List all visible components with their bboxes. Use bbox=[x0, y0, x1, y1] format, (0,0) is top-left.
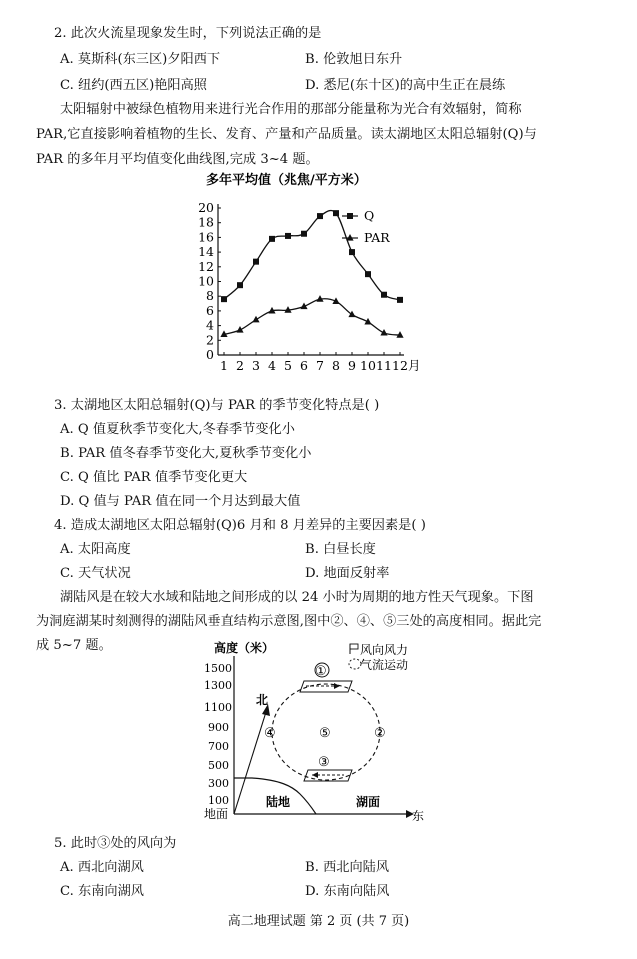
q4-option-d: D. 地面反射率 bbox=[305, 566, 390, 581]
q5-option-a: A. 西北向湖风 bbox=[60, 860, 144, 875]
north-label: 北 bbox=[256, 693, 269, 707]
tick-900: 900 bbox=[208, 721, 229, 734]
q3-option-a: A. Q 值夏秋季节变化大,冬春季节变化小 bbox=[60, 422, 295, 437]
y-tick-label: 20 bbox=[198, 200, 214, 215]
legend-label-q: Q bbox=[364, 208, 375, 223]
y-tick-label: 8 bbox=[206, 288, 214, 304]
y-tick-label: 14 bbox=[198, 244, 214, 260]
diagram-ylabel: 高度（米） bbox=[214, 641, 275, 655]
q3-option-d: D. Q 值与 PAR 值在同一个月达到最大值 bbox=[60, 494, 301, 509]
legend-flow-label: 气流运动 bbox=[360, 658, 409, 672]
north-arrow bbox=[234, 712, 266, 814]
point-q bbox=[317, 213, 323, 219]
radiation-line-chart bbox=[190, 168, 430, 378]
series-line-q bbox=[224, 210, 400, 299]
wind-flag-1 bbox=[300, 681, 352, 692]
point-par bbox=[348, 311, 355, 318]
x-tick-label: 9 bbox=[348, 358, 356, 373]
point-q bbox=[253, 259, 259, 265]
marker-5: ⑤ bbox=[319, 726, 331, 741]
point-q bbox=[333, 210, 339, 216]
tick-300: 300 bbox=[208, 777, 229, 790]
tick-1300: 1300 bbox=[204, 679, 232, 692]
x-tick-label: 6 bbox=[300, 358, 308, 373]
x-tick-label: 11 bbox=[376, 358, 392, 373]
lake-land-breeze-diagram bbox=[200, 636, 440, 826]
tick-100: 100 bbox=[208, 794, 229, 807]
y-tick-label: 6 bbox=[206, 302, 214, 318]
page-footer: 高二地理试题 第 2 页 (共 7 页) bbox=[227, 914, 410, 929]
q5-stem: 5. 此时③处的风向为 bbox=[54, 836, 177, 851]
diagram-y-ticks bbox=[204, 662, 232, 821]
q5-option-b: B. 西北向陆风 bbox=[305, 860, 390, 875]
legend-marker-q bbox=[347, 213, 353, 219]
x-tick-label: 7 bbox=[316, 358, 324, 373]
q3-option-c: C. Q 值比 PAR 值季节变化更大 bbox=[60, 470, 248, 485]
marker-2: ② bbox=[374, 726, 386, 741]
chart-legend bbox=[342, 208, 390, 245]
x-tick-label: 12 bbox=[392, 358, 408, 373]
point-q bbox=[237, 282, 243, 288]
x-tick-label: 4 bbox=[268, 358, 276, 373]
q2-option-d: D. 悉尼(东十区)的高中生正在晨练 bbox=[305, 78, 506, 93]
x-tick-label: 8 bbox=[332, 358, 340, 373]
q2-stem: 2. 此次火流星现象发生时，下列说法正确的是 bbox=[54, 26, 322, 41]
q2-option-b: B. 伦敦旭日东升 bbox=[305, 52, 403, 67]
point-q bbox=[285, 233, 291, 239]
point-q bbox=[269, 236, 275, 242]
point-q bbox=[381, 292, 387, 298]
q3-option-b: B. PAR 值冬春季节变化大,夏秋季节变化小 bbox=[60, 446, 312, 461]
point-q bbox=[365, 271, 371, 277]
y-tick-label: 0 bbox=[206, 347, 214, 362]
marker-4: ④ bbox=[264, 726, 276, 741]
diagram-legend bbox=[349, 642, 408, 672]
y-tick-label: 16 bbox=[198, 229, 214, 245]
series-line-par bbox=[224, 299, 400, 335]
ground-label: 地面 bbox=[204, 807, 229, 821]
y-tick-label: 10 bbox=[198, 273, 214, 289]
q3-stem: 3. 太湖地区太阳总辐射(Q)与 PAR 的季节变化特点是( ) bbox=[54, 398, 380, 413]
y-tick-label: 4 bbox=[206, 317, 214, 333]
point-q bbox=[221, 296, 227, 302]
q4-stem: 4. 造成太湖地区太阳总辐射(Q)6 月和 8 月差异的主要因素是( ) bbox=[54, 518, 426, 533]
x-tick-label: 2 bbox=[236, 358, 244, 373]
q2-option-a: A. 莫斯科(东三区)夕阳西下 bbox=[60, 52, 221, 67]
intro1-line3: PAR 的多年月平均值变化曲线图,完成 3~4 题。 bbox=[36, 152, 319, 167]
land-label: 陆地 bbox=[266, 795, 291, 809]
y-tick-label: 2 bbox=[206, 332, 214, 348]
intro1-line2: PAR,它直接影响着植物的生长、发育、产量和产品质量。读太湖地区太阳总辐射(Q)与 bbox=[36, 127, 537, 142]
q4-option-c: C. 天气状况 bbox=[60, 566, 131, 581]
intro2-line3: 成 5~7 题。 bbox=[36, 638, 112, 653]
tick-1100: 1100 bbox=[204, 701, 232, 714]
tick-500: 500 bbox=[208, 759, 229, 772]
x-unit-label: 月 bbox=[408, 358, 421, 373]
tick-1500: 1500 bbox=[204, 662, 232, 675]
point-par bbox=[252, 316, 259, 323]
legend-wind-label: 风向风力 bbox=[360, 643, 409, 657]
q5-option-c: C. 东南向湖风 bbox=[60, 884, 144, 899]
point-q bbox=[349, 249, 355, 255]
marker-3: ③ bbox=[318, 755, 330, 770]
east-label: 东 bbox=[412, 809, 425, 823]
q2-option-c: C. 纽约(西五区)艳阳高照 bbox=[60, 78, 207, 93]
point-q bbox=[397, 297, 403, 303]
legend-marker-par bbox=[346, 234, 353, 241]
chart-axes bbox=[198, 200, 420, 373]
tick-700: 700 bbox=[208, 740, 229, 753]
x-tick-label: 3 bbox=[252, 358, 260, 373]
wind-flag-3 bbox=[304, 770, 352, 781]
y-tick-label: 12 bbox=[198, 258, 214, 274]
chart-title: 多年平均值（兆焦/平方米） bbox=[206, 173, 367, 188]
q4-option-a: A. 太阳高度 bbox=[60, 542, 131, 557]
x-tick-label: 1 bbox=[220, 358, 228, 373]
point-q bbox=[301, 231, 307, 237]
legend-label-par: PAR bbox=[364, 230, 390, 245]
x-tick-label: 10 bbox=[360, 358, 376, 373]
lake-label: 湖面 bbox=[356, 795, 381, 809]
intro2-line2: 为洞庭湖某时刻测得的湖陆风垂直结构示意图,图中②、④、⑤三处的高度相同。据此完 bbox=[36, 614, 542, 629]
q5-option-d: D. 东南向陆风 bbox=[305, 884, 390, 899]
y-tick-label: 18 bbox=[198, 214, 214, 230]
intro1-line1: 太阳辐射中被绿色植物用来进行光合作用的那部分能量称为光合有效辐射，简称 bbox=[60, 102, 522, 117]
x-tick-label: 5 bbox=[284, 358, 292, 373]
q4-option-b: B. 白昼长度 bbox=[305, 542, 376, 557]
intro2-line1: 湖陆风是在较大水域和陆地之间形成的以 24 小时为周期的地方性天气现象。下图 bbox=[60, 590, 534, 605]
marker-1: ① bbox=[315, 664, 327, 679]
